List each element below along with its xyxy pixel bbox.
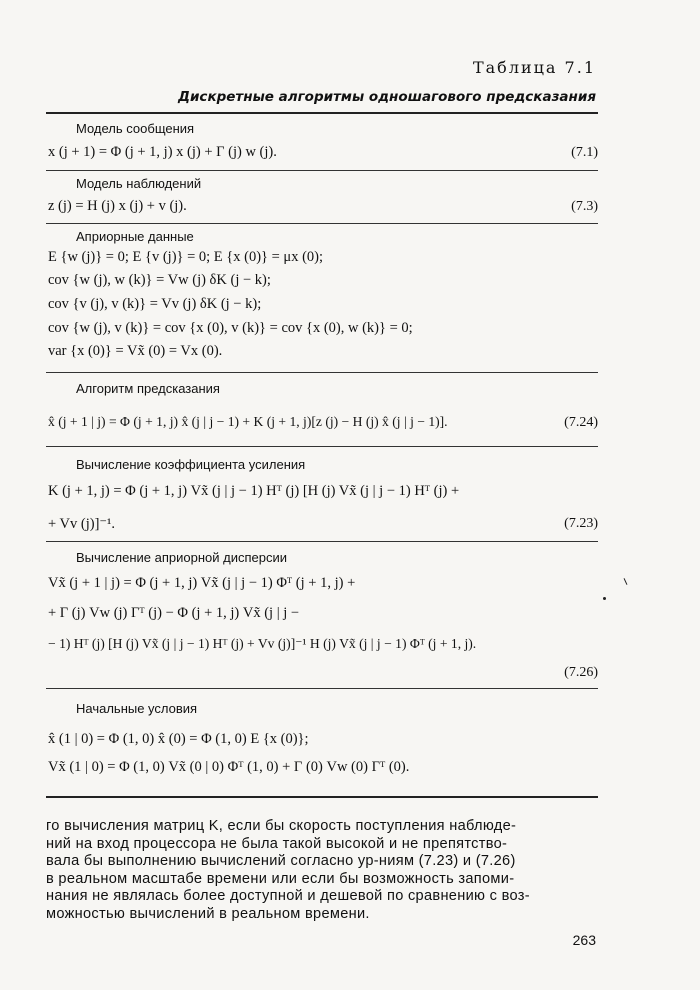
equation-number-7-3: (7.3) — [571, 199, 598, 214]
prior-data-label: Априорные данные — [76, 229, 194, 244]
message-model-equation: x (j + 1) = Φ (j + 1, j) x (j) + Γ (j) w (j). — [48, 144, 277, 160]
table-number: Таблица 7.1 — [472, 58, 596, 77]
equation-number-7-24: (7.24) — [564, 415, 598, 430]
body-line: можностью вычислений в реальном времени. — [46, 905, 370, 922]
scan-speck — [624, 578, 628, 585]
observation-model-label: Модель наблюдений — [76, 176, 202, 191]
prior-data-cov-cross: cov {w (j), v (k)} = cov {x (0), v (k)} = cov {x (0), w (k)} = 0; — [48, 320, 413, 336]
equation-number-7-23: (7.23) — [564, 516, 598, 531]
equation-number-7-1: (7.1) — [571, 145, 598, 160]
prior-data-var-x0: var {x (0)} = Vx̃ (0) = Vx (0). — [48, 343, 223, 359]
prior-data-expectations: E {w (j)} = 0; E {v (j)} = 0; E {x (0)} = μx (0); — [48, 249, 324, 265]
initial-prediction-equation: x̂ (1 | 0) = Φ (1, 0) x̂ (0) = Φ (1, 0) E {x (0)}; — [48, 731, 309, 747]
section-rule — [46, 170, 598, 171]
section-rule — [46, 223, 598, 224]
body-line: нания не являлась более доступной и дешевой по сравнению с воз- — [46, 888, 530, 904]
initial-conditions-label: Начальные условия — [76, 701, 198, 716]
table-top-rule — [46, 112, 598, 114]
section-rule — [46, 446, 598, 447]
prediction-algorithm-equation: x̂ (j + 1 | j) = Φ (j + 1, j) x̂ (j | j − 1) + K (j + 1, j)[z (j) − H (j) x̂ (j | j − 1)]. — [48, 414, 448, 429]
gain-computation-label: Вычисление коэффициента усиления — [76, 457, 306, 472]
section-rule — [46, 541, 598, 542]
page-number: 263 — [572, 932, 596, 948]
table-title: Дискретные алгоритмы одношагового предсказания — [177, 89, 596, 105]
gain-equation-line-1: K (j + 1, j) = Φ (j + 1, j) Vx̃ (j | j − 1) Hᵀ (j) [H (j) Vx̃ (j | j − 1) Hᵀ (j) + — [48, 483, 460, 499]
section-rule — [46, 688, 598, 689]
body-line: в реальном масштабе времени или если бы возможность запоми- — [46, 870, 515, 887]
scan-speck — [603, 597, 606, 600]
prediction-algorithm-label: Алгоритм предсказания — [76, 381, 220, 396]
equation-number-7-26: (7.26) — [564, 665, 598, 680]
initial-variance-equation: Vx̃ (1 | 0) = Φ (1, 0) Vx̃ (0 | 0) Φᵀ (1, 0) + Γ (0) Vw (0) Γᵀ (0). — [48, 759, 410, 775]
message-model-label: Модель сообщения — [76, 121, 195, 136]
body-line: го вычисления матриц K, если бы скорость поступления наблюде- — [46, 818, 517, 834]
table-bottom-rule — [46, 796, 598, 798]
body-paragraph — [46, 818, 602, 923]
body-line: ний на вход процессора не была такой высокой и не препятство- — [46, 835, 508, 852]
variance-computation-label: Вычисление априорной дисперсии — [76, 550, 288, 565]
section-rule — [46, 372, 598, 373]
variance-equation-line-1: Vx̃ (j + 1 | j) = Φ (j + 1, j) Vx̃ (j | j − 1) Φᵀ (j + 1, j) + — [48, 575, 356, 591]
variance-equation-line-2: + Γ (j) Vw (j) Γᵀ (j) − Φ (j + 1, j) Vx̃ (j | j − — [48, 605, 300, 621]
prior-data-cov-w: cov {w (j), w (k)} = Vw (j) δK (j − k); — [48, 272, 271, 288]
body-line: вала бы выполнению вычислений согласно ур-ниям (7.23) и (7.26) — [46, 853, 516, 869]
gain-equation-line-2: + Vv (j)]⁻¹. — [48, 516, 116, 532]
prior-data-cov-v: cov {v (j), v (k)} = Vv (j) δK (j − k); — [48, 296, 262, 312]
observation-model-equation: z (j) = H (j) x (j) + v (j). — [48, 198, 187, 214]
variance-equation-line-3: − 1) Hᵀ (j) [H (j) Vx̃ (j | j − 1) Hᵀ (j) + Vv (j)]⁻¹ H (j) Vx̃ (j | j − 1) Φᵀ (j + 1, j). — [48, 636, 477, 651]
